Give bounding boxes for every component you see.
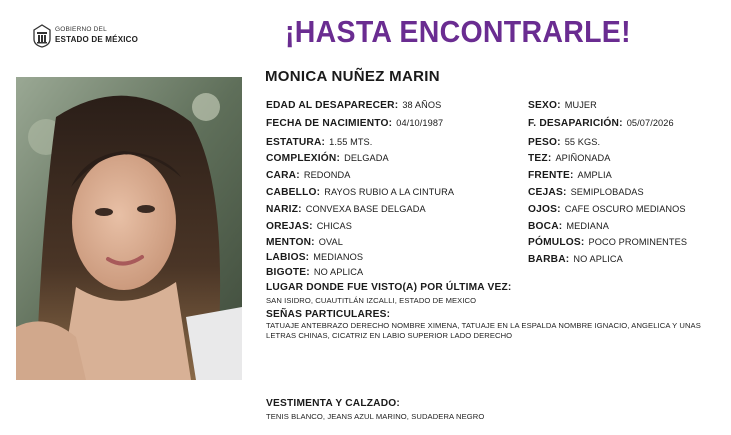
field-label: TEZ: (528, 153, 552, 164)
field-value: POCO PROMINENTES (588, 237, 688, 247)
field-label: PÓMULOS: (528, 237, 585, 248)
field-value: CONVEXA BASE DELGADA (305, 204, 426, 214)
government-logo (32, 24, 142, 50)
field-label: BOCA: (528, 221, 563, 232)
field-label: CEJAS: (528, 187, 567, 198)
field-cara (266, 171, 350, 181)
field-tez (528, 154, 610, 164)
marks-label: SEÑAS PARTICULARES: (266, 309, 391, 320)
field-value: APIÑONADA (555, 153, 611, 163)
headline: ¡HASTA ENCONTRARLE! (285, 14, 631, 49)
field-orejas (266, 222, 352, 232)
field-peso (528, 138, 600, 148)
clothing-value: TENIS BLANCO, JEANS AZUL MARINO, SUDADERA NEGRO (266, 412, 485, 421)
field-label: CARA: (266, 170, 300, 181)
field-edad (266, 101, 441, 111)
field-value: OVAL (318, 237, 343, 247)
field-ojos (528, 205, 686, 215)
field-label: ESTATURA: (266, 137, 326, 148)
field-label: MENTON: (266, 237, 315, 248)
field-cejas (528, 188, 644, 198)
field-value: 05/07/2026 (626, 118, 674, 128)
field-value: 1.55 MTS. (329, 137, 373, 147)
field-value: NO APLICA (573, 254, 623, 264)
field-boca (528, 222, 609, 232)
gov-line-1: GOBIERNO DEL (55, 26, 107, 33)
field-bigote (266, 268, 363, 278)
estado-de-mexico-seal-icon (32, 24, 52, 48)
field-label: BIGOTE: (266, 267, 310, 278)
field-label: OREJAS: (266, 221, 313, 232)
field-complexion (266, 154, 389, 164)
clothing-label: VESTIMENTA Y CALZADO: (266, 398, 400, 409)
field-label: OJOS: (528, 204, 561, 215)
field-sexo (528, 101, 597, 111)
field-estatura (266, 138, 372, 148)
field-pomulos (528, 238, 687, 248)
field-value: 55 KGS. (564, 137, 601, 147)
field-value: 04/10/1987 (396, 118, 444, 128)
missing-person-photo (16, 77, 242, 380)
field-menton (266, 238, 343, 248)
field-label: COMPLEXIÓN: (266, 153, 341, 164)
field-labios (266, 253, 363, 263)
field-value: SEMIPLOBADAS (570, 187, 644, 197)
marks-value: TATUAJE ANTEBRAZO DERECHO NOMBRE XIMENA, TATUAJE EN LA ESPALDA NOMBRE IGNACIO, ANGELICA Y UNAS LETRAS CHINAS, CICATRIZ EN LABIO SUPERIOR LADO DERECHO (266, 321, 701, 340)
field-value: AMPLIA (577, 170, 612, 180)
field-value: RAYOS RUBIO A LA CINTURA (324, 187, 455, 197)
field-fecha-nacimiento (266, 119, 443, 129)
field-label: PESO: (528, 137, 561, 148)
field-label: LABIOS: (266, 252, 310, 263)
field-label: NARIZ: (266, 204, 302, 215)
field-label: CABELLO: (266, 187, 321, 198)
field-nariz (266, 205, 426, 215)
field-label: SEXO: (528, 100, 561, 111)
field-label: F. DESAPARICIÓN: (528, 118, 623, 129)
field-value: DELGADA (344, 153, 389, 163)
field-label: BARBA: (528, 254, 570, 265)
field-value: MEDIANOS (313, 252, 364, 262)
gov-line-2: ESTADO DE MÉXICO (55, 34, 139, 44)
field-value: CAFE OSCURO MEDIANOS (564, 204, 686, 214)
field-label: FRENTE: (528, 170, 574, 181)
field-value: MUJER (564, 100, 597, 110)
last-seen-value: SAN ISIDRO, CUAUTITLÁN IZCALLI, ESTADO DE MEXICO (266, 296, 477, 305)
field-label: EDAD AL DESAPARECER: (266, 100, 399, 111)
last-seen-label: LUGAR DONDE FUE VISTO(A) POR ÚLTIMA VEZ: (266, 282, 512, 293)
field-cabello (266, 188, 454, 198)
field-value: 38 AÑOS (402, 100, 442, 110)
field-value: MEDIANA (566, 221, 609, 231)
field-value: CHICAS (316, 221, 353, 231)
field-frente (528, 171, 612, 181)
field-f-desaparicion (528, 119, 674, 129)
field-value: REDONDA (303, 170, 351, 180)
field-value: NO APLICA (313, 267, 364, 277)
field-barba (528, 255, 623, 265)
field-label: FECHA DE NACIMIENTO: (266, 118, 393, 129)
person-name: MONICA NUÑEZ MARIN (265, 68, 440, 85)
